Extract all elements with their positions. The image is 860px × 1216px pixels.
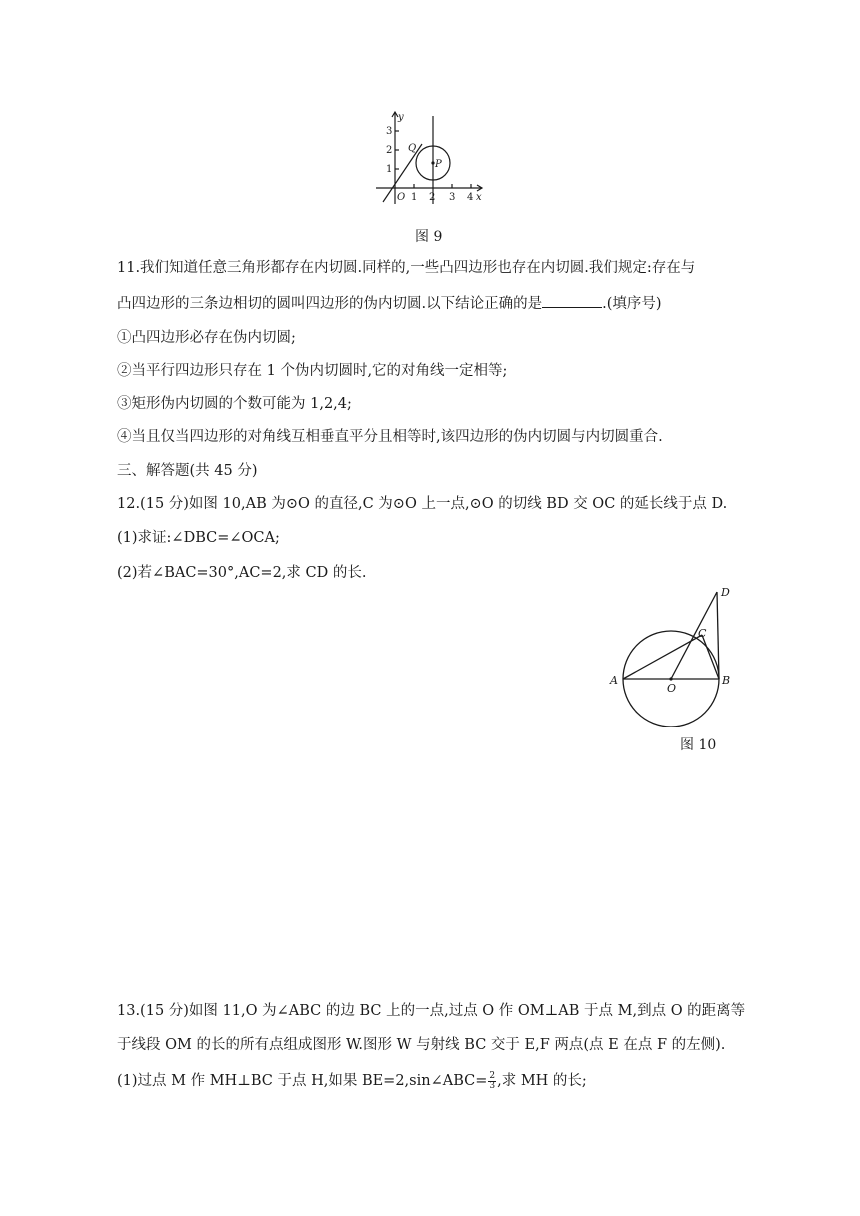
fraction-denominator: 3 (489, 1080, 496, 1091)
section-heading: 三、解答题(共 45 分) (117, 463, 258, 479)
origin-label: O (397, 192, 406, 203)
x-tick-4: 4 (467, 192, 474, 203)
q12-part1: (1)求证:∠DBC=∠OCA; (117, 530, 280, 546)
q13-part1-text: (1)过点 M 作 MH⊥BC 于点 H,如果 BE=2,sin∠ABC= (117, 1073, 488, 1089)
label-a: A (610, 674, 618, 687)
x-tick-1: 1 (411, 192, 418, 203)
q13-part1-suffix: ,求 MH 的长; (497, 1073, 587, 1089)
y-axis-label: y (398, 112, 404, 123)
figure-9-caption: 图 9 (415, 229, 443, 245)
x-tick-3: 3 (449, 192, 456, 203)
q11-option-1: ①凸四边形必存在伪内切圆; (117, 330, 296, 346)
fraction-two-thirds (488, 1072, 496, 1091)
y-tick-3: 3 (386, 126, 393, 137)
answer-blank (542, 293, 602, 308)
q13-line1: 13.(15 分)如图 11,O 为∠ABC 的边 BC 上的一点,过点 O 作 OM⊥AB 于点 M,到点 O 的距离等 (117, 1003, 746, 1019)
point-p-label: P (435, 159, 442, 170)
q11-option-4: ④当且仅当四边形的对角线互相垂直平分且相等时,该四边形的伪内切圆与内切圆重合. (117, 429, 663, 445)
q11-line2-suffix: .(填序号) (602, 296, 662, 312)
q11-line1: 11.我们知道任意三角形都存在内切圆.同样的,一些凸四边形也存在内切圆.我们规定:存在与 (117, 260, 696, 276)
label-d: D (721, 586, 730, 599)
y-tick-1: 1 (386, 164, 393, 175)
label-b: B (722, 674, 731, 687)
label-o: O (667, 682, 677, 695)
q13-part1 (117, 1071, 587, 1091)
q11-line2-text: 凸四边形的三条边相切的圆叫四边形的伪内切圆.以下结论正确的是 (117, 296, 543, 312)
x-tick-2: 2 (429, 192, 436, 203)
q12-part2: (2)若∠BAC=30°,AC=2,求 CD 的长. (117, 565, 367, 581)
figure-10 (600, 582, 745, 727)
q13-line2: 于线段 OM 的长的所有点组成图形 W.图形 W 与射线 BC 交于 E,F 两点(点 E 在点 F 的左侧). (117, 1037, 726, 1053)
q11-option-3: ③矩形伪内切圆的个数可能为 1,2,4; (117, 396, 352, 412)
label-c: C (698, 627, 707, 640)
figure-9 (370, 108, 490, 208)
segment-od (671, 592, 717, 679)
fraction-numerator: 2 (489, 1070, 496, 1081)
q12-line1: 12.(15 分)如图 10,AB 为⊙O 的直径,C 为⊙O 上一点,⊙O 的切线 BD 交 OC 的延长线于点 D. (117, 496, 728, 512)
q11-line2 (117, 293, 662, 314)
point-q-label: Q (408, 143, 417, 154)
segment-bc (702, 635, 719, 679)
q11-option-2: ②当平行四边形只存在 1 个伪内切圆时,它的对角线一定相等; (117, 363, 508, 379)
x-axis-label: x (476, 192, 482, 203)
figure-10-caption: 图 10 (680, 737, 717, 753)
y-tick-2: 2 (386, 145, 393, 156)
